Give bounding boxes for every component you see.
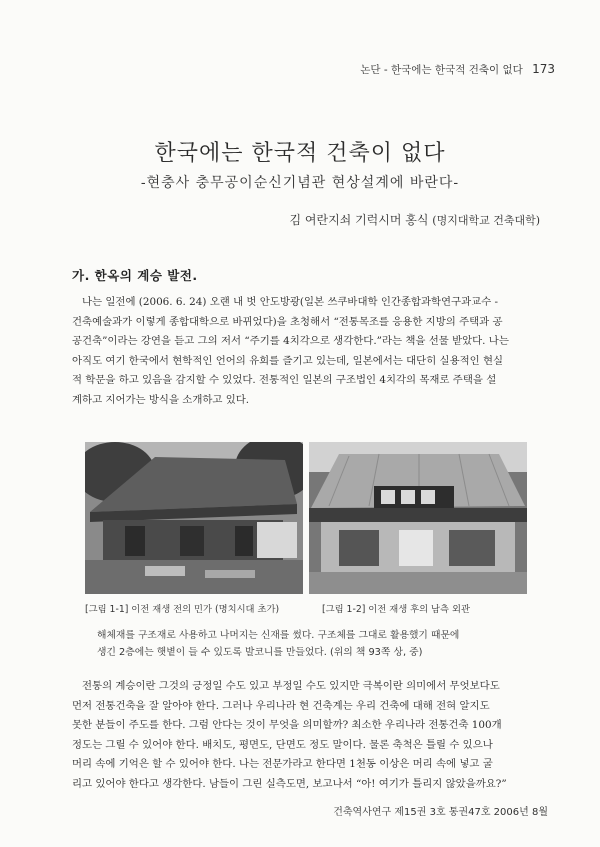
paragraph-line: 전통의 계승이란 그것의 긍정일 수도 있고 부정일 수도 있지만 극복이란 의미에서 무엇보다도 (82, 680, 500, 692)
author-affiliation: (명지대학교 건축대학) (432, 214, 540, 227)
paragraph-line: 계하고 지어가는 방식을 소개하고 있다. (72, 393, 250, 406)
author-name: 김 여란지쇠 기럭시머 홍식 (289, 213, 429, 227)
journal-footer: 건축역사연구 제15권 3호 통권47호 2006년 8월 (333, 807, 548, 818)
running-header-title: 논단 - 한국에는 한국적 건축이 없다 (360, 64, 523, 76)
figure-caption-1: [그림 1-1] 이전 재생 전의 민가 (명치시대 초가) (85, 604, 280, 615)
paragraph-line: 먼저 전통건축을 잘 알아야 한다. 그러나 우리나라 현 건축계는 우리 건축에 대해 전혀 알지도 (72, 699, 490, 712)
author-line (0, 211, 540, 228)
quote-line: 생긴 2층에는 햇볕이 들 수 있도록 발코니를 만들었다. (위의 책 93쪽 상, 중) (97, 647, 423, 658)
paragraph-2 (72, 677, 540, 795)
figure-caption-2: [그림 1-2] 이전 재생 후의 남측 외관 (322, 604, 470, 615)
block-quote (97, 627, 527, 661)
paragraph-line: 머리 속에 기억은 할 수 있어야 한다. 나는 전문가라고 한다면 1천동 이상은 머리 속에 넣고 굴 (72, 758, 493, 771)
paragraph-1 (72, 293, 540, 411)
paragraph-line: 못한 분들이 주도를 한다. 그럼 안다는 것이 무엇을 의미할까? 최소한 우리나라 전통건축 100개 (72, 719, 502, 732)
paragraph-line: 나는 일전에 (2006. 6. 24) 오랜 내 벗 안도방광(일본 쓰쿠바대학 인간종합과학연구과교수 - (82, 296, 499, 308)
paragraph-line: 건축예술과가 이렇게 종합대학으로 바뀌었다)을 초청해서 “전통목조를 응용한 지방의 주택과 공 (72, 315, 503, 328)
page-number: 173 (532, 62, 555, 76)
figure-photo-after (309, 442, 527, 594)
article-title: 한국에는 한국적 건축이 없다 (154, 141, 446, 166)
paragraph-line: 공건축”이라는 강연을 듣고 그의 저서 “주기를 4치각으로 생각한다.”라는 책을 선물 받았다. 나는 (72, 335, 509, 348)
paragraph-line: 리고 있어야 한다고 생각한다. 남들이 그린 실측도면, 보고나서 “아! 여기가 틀리지 않았을까요?” (72, 777, 507, 790)
running-header (0, 62, 555, 77)
article-subtitle: -현충사 충무공이순신기념관 현상설계에 바란다- (140, 175, 460, 191)
section-heading: 가. 한옥의 계승 발전. (72, 268, 198, 283)
paragraph-line: 정도는 그릴 수 있어야 한다. 배치도, 평면도, 단면도 정도 말이다. 물론 축척은 틀릴 수 있으나 (72, 738, 493, 751)
paragraph-line: 아직도 여기 한국에서 현학적인 언어의 유희를 즐기고 있는데, 일본에서는 대단히 실용적인 현실 (72, 354, 504, 367)
figure-photo-before (85, 442, 303, 594)
paragraph-line: 적 학문을 하고 있음을 감지할 수 있었다. 전통적인 일본의 구조법인 4치각의 목재로 주택을 설 (72, 374, 497, 387)
quote-line: 해체재를 구조재로 사용하고 나머지는 신재를 썼다. 구조체를 그대로 활용했기 때문에 (97, 630, 460, 641)
